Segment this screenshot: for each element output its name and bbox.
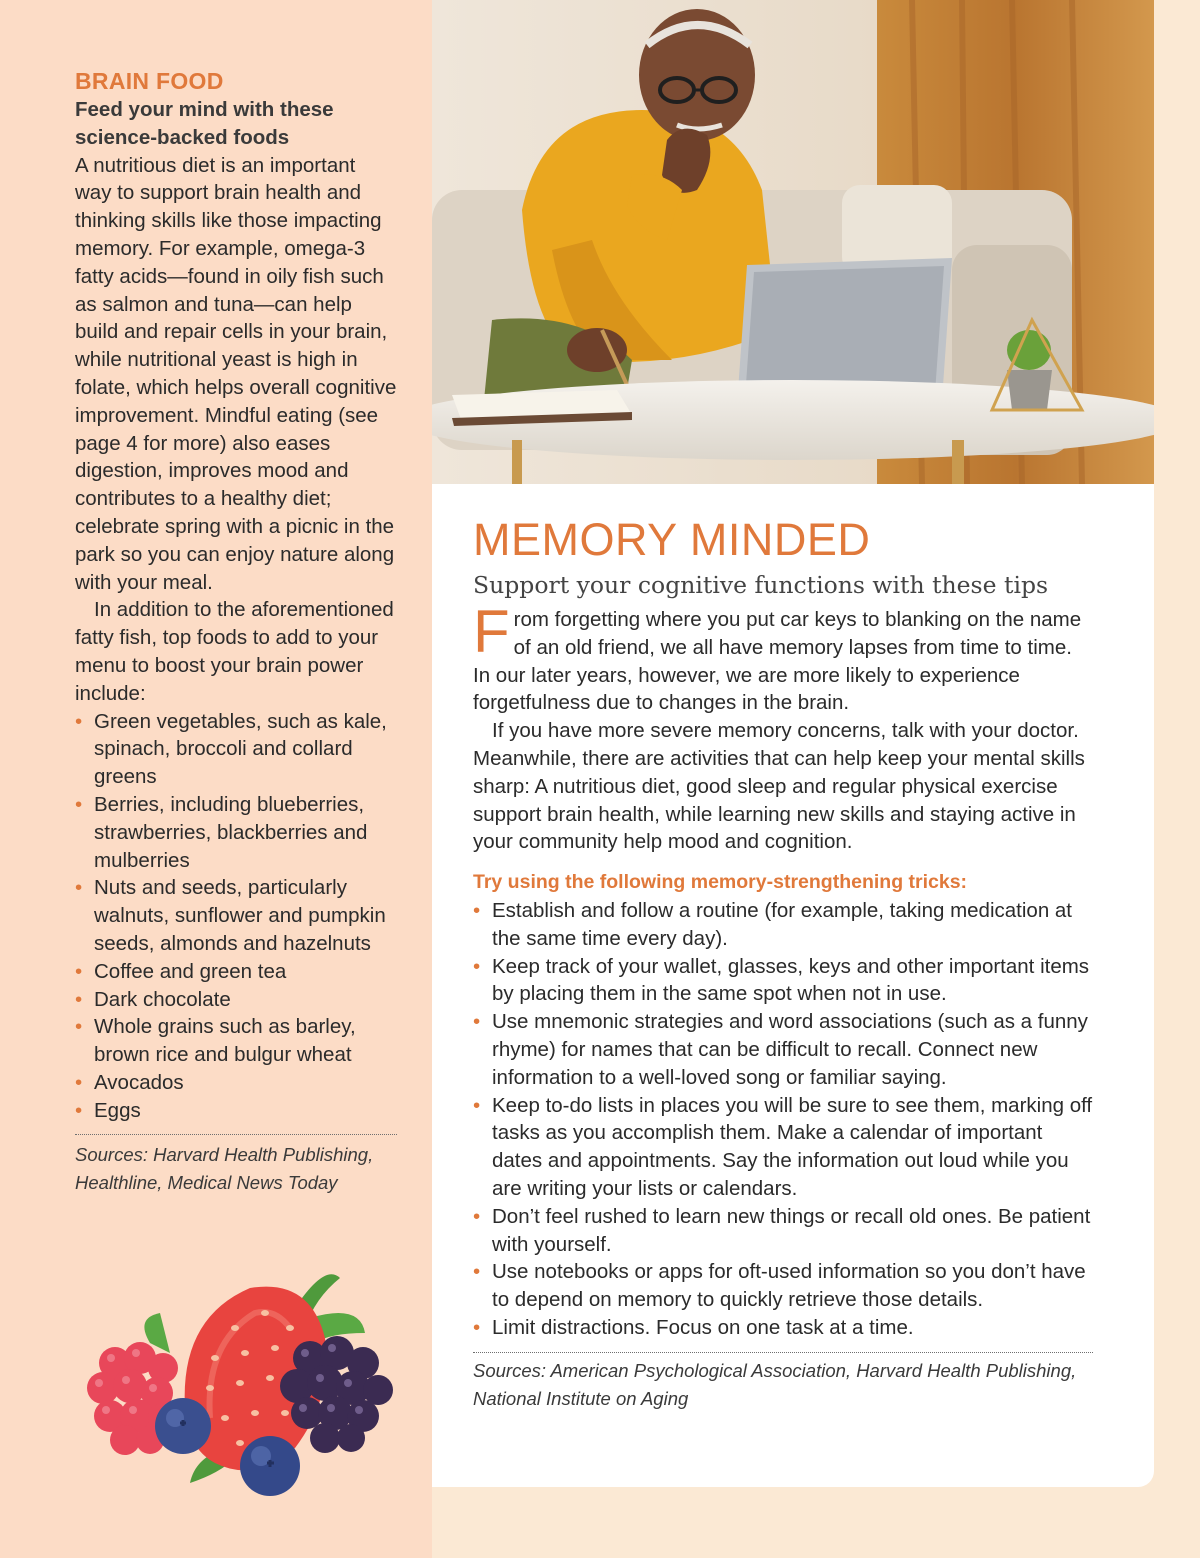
tricks-list bbox=[473, 897, 1093, 1342]
list-item: • Whole grains such as barley, brown rice and bulgur wheat bbox=[75, 1013, 397, 1069]
list-item: • Keep to-do lists in places you will be sure to see them, marking off tasks as you accomplish them. Make a calendar of important dates and appointments. Say the information out loud while you are writing your lists or calendars. bbox=[473, 1092, 1093, 1203]
sidebar-subheading: Feed your mind with these science-backed foods bbox=[75, 98, 334, 149]
page-margin bbox=[1154, 0, 1200, 1558]
sidebar-body bbox=[75, 152, 397, 708]
list-item: • Avocados bbox=[75, 1069, 397, 1097]
sidebar-content bbox=[75, 66, 397, 1197]
tricks-heading: Try using the following memory-strengthening tricks: bbox=[473, 871, 968, 894]
list-item: • Use notebooks or apps for oft-used information so you don’t have to depend on memory to quickly retrieve those details. bbox=[473, 1258, 1093, 1314]
sidebar bbox=[0, 0, 432, 1558]
list-item: • Dark chocolate bbox=[75, 986, 397, 1014]
article-content bbox=[473, 514, 1093, 1413]
list-item: • Eggs bbox=[75, 1097, 397, 1125]
sidebar-paragraph-1: A nutritious diet is an important way to support brain health and thinking skills like those impacting memory. For example, omega-3 fatty acids—found in oily fish such as salmon and tuna—can help build and repair cells in your brain, while nutritional yeast is high in folate, which helps overall cognitive improvement. Mindful eating (see page 4 for more) also eases digestion, improves mood and contributes to a healthy diet; celebrate spring with a picnic in the park so you can enjoy nature along with your meal. bbox=[75, 153, 397, 594]
berries-illustration bbox=[75, 1258, 405, 1498]
list-item: • Limit distractions. Focus on one task at a time. bbox=[473, 1314, 1093, 1342]
sidebar-sources: Sources: Harvard Health Publishing, Healthline, Medical News Today bbox=[75, 1144, 374, 1194]
sidebar-heading: BRAIN FOOD bbox=[75, 68, 224, 94]
article-body bbox=[473, 598, 1093, 856]
article-sources: Sources: American Psychological Association, Harvard Health Publishing, National Institute on Aging bbox=[473, 1359, 1077, 1409]
list-item: • Keep track of your wallet, glasses, keys and other important items by placing them in the same spot when not in use. bbox=[473, 953, 1093, 1009]
list-item: • Use mnemonic strategies and word associations (such as a funny rhyme) for names that can be difficult to recall. Connect new information to a well-loved song or familiar saying. bbox=[473, 1008, 1093, 1091]
list-item: • Don’t feel rushed to learn new things or recall old ones. Be patient with yourself. bbox=[473, 1203, 1093, 1259]
foods-list bbox=[75, 708, 397, 1125]
man-with-laptop-image bbox=[432, 0, 1154, 484]
list-item: • Berries, including blueberries, strawberries, blackberries and mulberries bbox=[75, 791, 397, 874]
sidebar-paragraph-2: In addition to the aforementioned fatty fish, top foods to add to your menu to boost your brain power include: bbox=[75, 598, 394, 705]
article-paragraph-1 bbox=[473, 598, 1093, 717]
drop-cap: F bbox=[473, 598, 510, 665]
list-item: • Nuts and seeds, particularly walnuts, sunflower and pumpkin seeds, almonds and hazelnuts bbox=[75, 874, 397, 957]
article-subtitle: Support your cognitive functions with these tips bbox=[473, 571, 1049, 599]
hero-photo bbox=[432, 0, 1154, 484]
article-card bbox=[432, 484, 1154, 1487]
list-item: • Green vegetables, such as kale, spinach, broccoli and collard greens bbox=[75, 708, 397, 791]
list-item: • Establish and follow a routine (for example, taking medication at the same time every day). bbox=[473, 897, 1093, 953]
article-paragraph-2: If you have more severe memory concerns, talk with your doctor. Meanwhile, there are activities that can help keep your mental skills sharp: A nutritious diet, good sleep and regular physical exercise support brain health, while learning new skills and staying active in your community help mood and cognition. bbox=[473, 719, 1085, 854]
article-paragraph-1-text: rom forgetting where you put car keys to blanking on the name of an old friend, we all have memory lapses from time to time. In our later years, however, we are more likely to experience forgetfulness due to changes in the brain. bbox=[473, 608, 1082, 715]
list-item: • Coffee and green tea bbox=[75, 958, 397, 986]
article-title: MEMORY MINDED bbox=[473, 514, 871, 565]
